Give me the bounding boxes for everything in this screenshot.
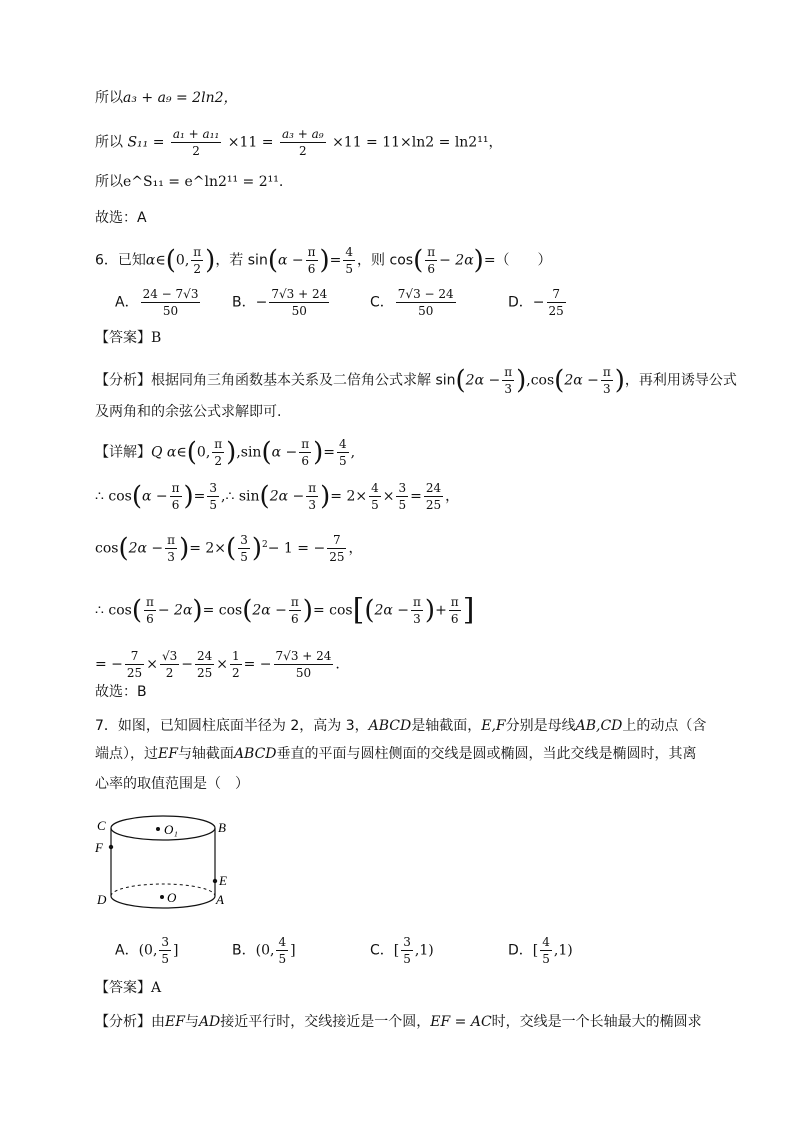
fraction: $\frac{\pi}{3}$	[602, 365, 611, 396]
fraction: $\frac{7√3 - 24}{50}$	[397, 287, 454, 318]
fraction: $\frac{4}{5}$	[278, 935, 287, 966]
fraction: $\frac{\pi}{6}$	[171, 481, 180, 512]
q7-stem-3: 心率的取值范围是（ ）	[95, 776, 249, 792]
fraction: $\frac{\pi}{6}$	[427, 245, 436, 276]
fraction: $\frac{\pi}{6}$	[450, 595, 459, 626]
q7-stem-2: 端点），过EF与轴截面ABCD垂直的平面与圆柱侧面的交线是圆或椭圆，当此交线是椭圆时，其离	[95, 746, 697, 762]
fraction: $\frac{7}{25}$	[548, 287, 564, 318]
q6-option-c: C． $\frac{7√3 - 24}{50}$	[370, 287, 454, 318]
q6-option-d: D．− $\frac{7}{25}$	[508, 287, 564, 318]
q6-detail-1: 【详解】Q α∈(0, $\frac{\pi}{2}$ ),sin(α − $\frac{\pi}{6}$ )= $\frac{4}{5}$ ,	[95, 437, 356, 468]
fraction: $\frac{3}{5}$	[161, 935, 170, 966]
math-expr: a₃ + a₉ = 2ln2，	[123, 90, 238, 106]
label-f: F	[95, 840, 103, 855]
fraction: $\frac{\text{a₁ + a₁₁}}{2}$	[172, 127, 220, 158]
q7-option-c: C．[ $\frac{3}{5}$ ,1)	[370, 935, 434, 966]
q6-analysis-1: 【分析】根据同角三角函数基本关系及二倍角公式求解 sin(2α − $\frac{\pi}{3}$ ),cos(2α − $\frac{\pi}{3}$ )，再利用诱导公式	[95, 365, 737, 396]
fraction: $\frac{4}{5}$	[542, 935, 550, 966]
fraction: $\frac{4}{5}$	[339, 437, 347, 468]
fraction: $\frac{\pi}{6}$	[301, 437, 310, 468]
point-o1	[156, 827, 160, 831]
fraction: $\frac{\pi}{3}$	[413, 595, 421, 626]
fraction: $\frac{24 - 7√3}{50}$	[142, 287, 199, 318]
solution-line-2	[95, 126, 502, 159]
point-f	[109, 845, 113, 849]
point-o	[160, 895, 164, 899]
label-a: A	[216, 892, 224, 907]
fraction: $\frac{3}{5}$	[209, 481, 218, 512]
q6-detail-5: = − $\frac{7}{25}$ × $\frac{√3}{2}$ − $\frac{24}{25}$ × $\frac{1}{2}$ = − $\frac{7√3 + 24}{50}$ .	[95, 649, 340, 680]
cylinder-figure	[92, 810, 242, 914]
math-expr: S₁₁ =	[127, 134, 165, 151]
fraction: $\frac{7√3 + 24}{50}$	[275, 649, 332, 680]
q6-stem: 6．已知α∈(0, $\frac{\pi}{2}$ )，若 sin(α − $\frac{\pi}{6}$ )= $\frac{4}{5}$ ，则 cos( $\frac{\pi}{6}$ − 2α)=（ ）	[95, 245, 552, 276]
fraction: $\frac{\pi}{6}$	[307, 245, 316, 276]
q7-analysis: 【分析】由EF与AD接近平行时，交线接近是一个圆，EF = AC时，交线是一个长轴最大的椭圆求	[95, 1014, 702, 1030]
fraction: $\frac{24}{25}$	[425, 481, 442, 512]
fraction: $\frac{4}{5}$	[371, 481, 379, 512]
q6-answer: 【答案】B	[95, 330, 162, 346]
q6-detail-4: ∴ cos( $\frac{\pi}{6}$ − 2α)= cos(2α − $\frac{\pi}{6}$ )= cos[(2α − $\frac{\pi}{3}$ )+ $\frac{\pi}{6}$ ]	[95, 592, 475, 628]
fraction: $\frac{7}{25}$	[329, 533, 345, 564]
q6-choose: 故选：B	[95, 684, 147, 700]
q6-option-a: A． $\frac{24 - 7√3}{50}$	[115, 287, 199, 318]
label-o: O	[167, 890, 177, 905]
text: 所以	[95, 134, 123, 151]
solution-line-3	[95, 172, 283, 192]
fraction: $\frac{3}{5}$	[403, 935, 411, 966]
fraction: $\frac{\text{a₃ + a₉}}{2}$	[281, 127, 324, 158]
point-e	[213, 879, 217, 883]
fraction: $\frac{\pi}{3}$	[167, 533, 176, 564]
top-ellipse	[111, 816, 215, 840]
fraction: $\frac{√3}{2}$	[161, 649, 178, 680]
q6-analysis-2: 及两角和的余弦公式求解即可.	[95, 404, 282, 420]
q6-option-b: B．− $\frac{7√3 + 24}{50}$	[232, 287, 328, 318]
text: 所以	[95, 90, 123, 106]
text: 所以	[95, 174, 123, 190]
q6-detail-2: ∴ cos(α − $\frac{\pi}{6}$ )= $\frac{3}{5}$ ,∴ sin(2α − $\frac{\pi}{3}$ )= 2× $\frac{4}{5}$ × $\frac{3}{5}$ = $\frac{24}{25}$ ，	[95, 481, 460, 512]
math-expr: ×11 =	[227, 134, 274, 151]
label-d: D	[97, 892, 107, 907]
fraction: $\frac{3}{5}$	[240, 533, 248, 564]
fraction: $\frac{7√3 + 24}{50}$	[271, 287, 328, 318]
label-c: C	[97, 818, 106, 833]
choose-line: 故选：A	[95, 210, 147, 226]
fraction: $\frac{\pi}{3}$	[308, 481, 317, 512]
solution-line-1	[95, 88, 238, 108]
q7-answer: 【答案】A	[95, 980, 162, 996]
fraction: $\frac{\pi}{6}$	[145, 595, 154, 626]
q6-detail-3: cos(2α − $\frac{\pi}{3}$ )= 2×( $\frac{3}{5}$ )$^2$− 1 = − $\frac{7}{25}$ ，	[95, 533, 363, 564]
q7-option-d: D．[ $\frac{4}{5}$ ,1)	[508, 935, 573, 966]
fraction: $\frac{3}{5}$	[398, 481, 407, 512]
math-expr: ×11 = 11×ln2 = ln2¹¹，	[332, 134, 503, 151]
math-expr: e^S₁₁ = e^ln2¹¹ = 2¹¹.	[123, 174, 284, 190]
fraction: $\frac{1}{2}$	[231, 649, 240, 680]
q7-option-b: B．(0, $\frac{4}{5}$ ]	[232, 935, 296, 966]
fraction: $\frac{7}{25}$	[126, 649, 143, 680]
q7-option-a: A．(0, $\frac{3}{5}$ ]	[115, 935, 179, 966]
fraction: $\frac{\pi}{6}$	[290, 595, 299, 626]
fraction: $\frac{4}{5}$	[345, 245, 354, 276]
fraction: $\frac{\pi}{2}$	[214, 437, 223, 468]
label-b: B	[218, 820, 226, 835]
label-o1: O₁	[164, 822, 178, 837]
bottom-ellipse-back	[111, 884, 215, 896]
fraction: $\frac{24}{25}$	[196, 649, 213, 680]
fraction: $\frac{\pi}{3}$	[504, 365, 513, 396]
fraction: $\frac{\pi}{2}$	[193, 245, 202, 276]
q7-stem-1: 7．如图，已知圆柱底面半径为 2，高为 3，ABCD是轴截面，E,F分别是母线AB,CD上的动点（含	[95, 718, 707, 734]
label-e: E	[219, 873, 227, 888]
